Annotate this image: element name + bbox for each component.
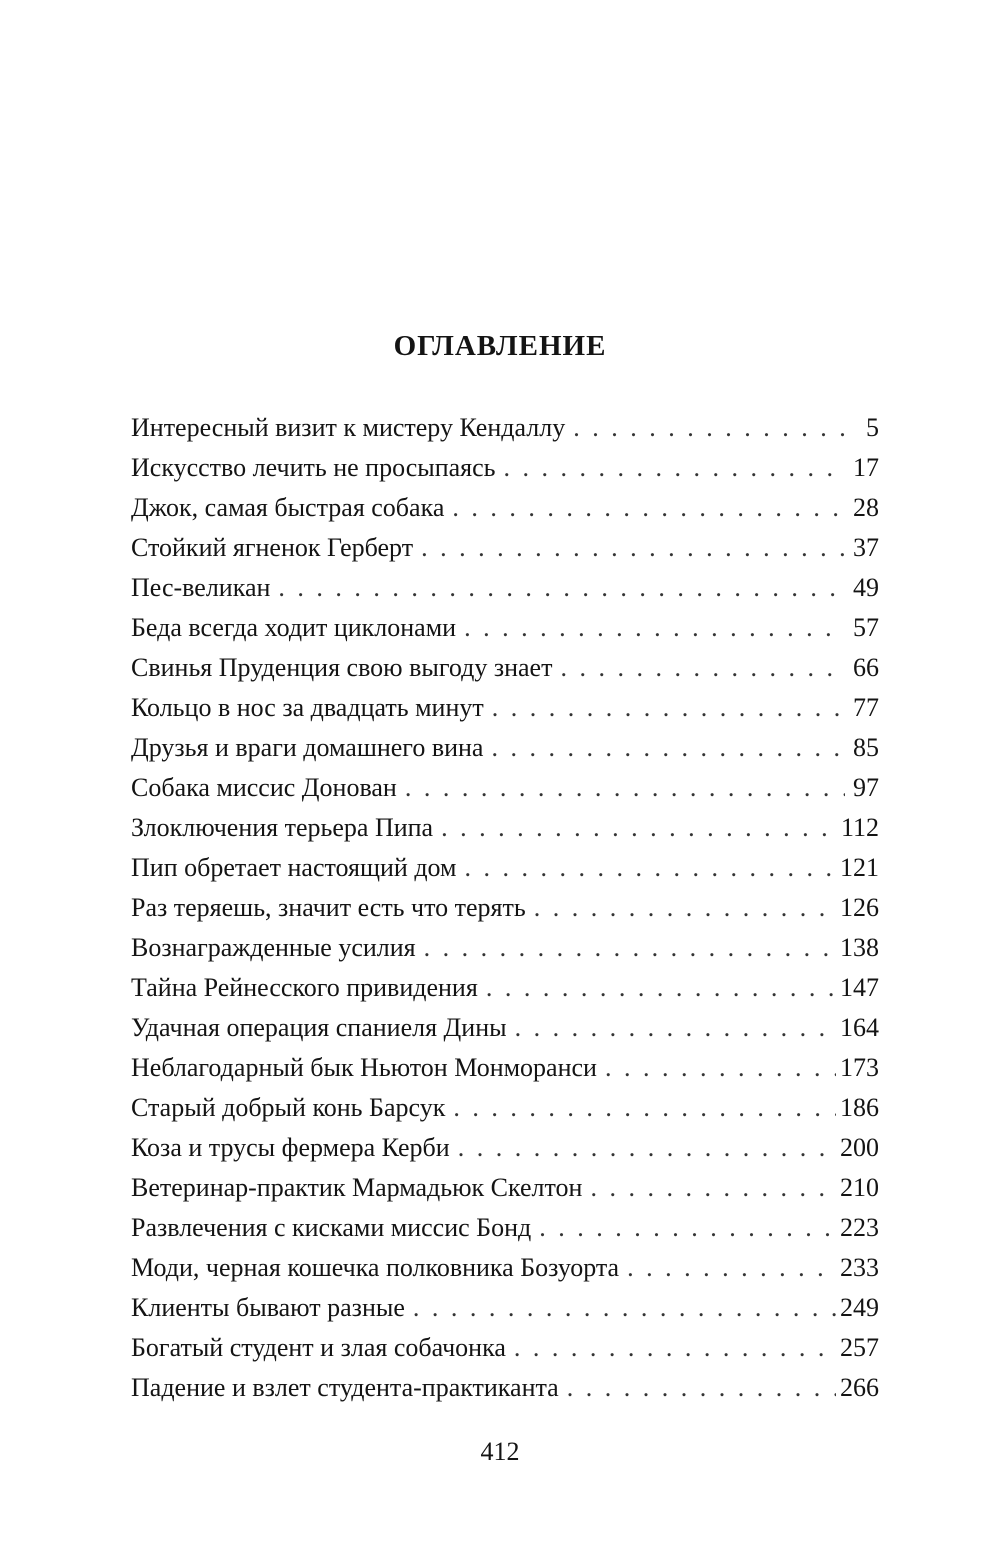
toc-entry-page: 17 (853, 453, 879, 482)
toc-entry-title: Собака миссис Донован (131, 773, 397, 802)
dot-leader (627, 1248, 836, 1288)
dot-leader (515, 1008, 836, 1048)
toc-entry (131, 488, 879, 528)
toc-entry-page: 138 (840, 933, 879, 962)
toc-entry (131, 448, 879, 488)
toc-entry-title: Беда всегда ходит циклонами (131, 613, 457, 642)
toc-entry (131, 608, 879, 648)
toc-entry-page: 223 (840, 1213, 879, 1242)
toc-entry (131, 888, 879, 928)
toc-entry (131, 968, 879, 1008)
dot-leader (405, 768, 845, 808)
toc-entry (131, 1288, 879, 1328)
dot-leader (560, 648, 845, 688)
toc-entry-page: 200 (840, 1133, 879, 1162)
toc-entry-page: 37 (853, 533, 879, 562)
toc-entry (131, 568, 879, 608)
dot-leader (413, 1288, 836, 1328)
toc-entry-title: Вознагражденные усилия (131, 933, 416, 962)
toc-entry-title: Друзья и враги домашнего вина (131, 733, 484, 762)
toc-entry (131, 408, 879, 448)
toc-entry (131, 1208, 879, 1248)
toc-entry (131, 1008, 879, 1048)
toc-entry-page: 186 (840, 1093, 879, 1122)
toc-entry (131, 848, 879, 888)
toc-entry-page: 77 (853, 693, 879, 722)
dot-leader (590, 1168, 836, 1208)
dot-leader (514, 1328, 836, 1368)
toc-entry-title: Тайна Рейнесского привидения (131, 973, 478, 1002)
toc-entry-title: Падение и взлет студента-практиканта (131, 1373, 559, 1402)
toc-entry-page: 121 (840, 853, 879, 882)
toc-entry-title: Моди, черная кошечка полковника Бозуорта (131, 1253, 620, 1282)
dot-leader (573, 408, 845, 448)
toc-entry-page: 57 (853, 613, 879, 642)
dot-leader (465, 848, 836, 888)
dot-leader (464, 608, 845, 648)
toc-entry (131, 768, 879, 808)
toc-entry-page: 210 (840, 1173, 879, 1202)
toc-entry (131, 1248, 879, 1288)
toc-entry-title: Джок, самая быстрая собака (131, 493, 445, 522)
toc-entry (131, 1368, 879, 1408)
page-number: 412 (480, 1437, 520, 1466)
toc-entry-title: Развлечения с кисками миссис Бонд (131, 1213, 532, 1242)
toc-entry-page: 249 (840, 1293, 879, 1322)
toc-entry-title: Старый добрый конь Барсук (131, 1093, 446, 1122)
dot-leader (492, 688, 845, 728)
toc-entry-title: Искусство лечить не просыпаясь (131, 453, 496, 482)
toc-entry-title: Стойкий ягненок Герберт (131, 533, 414, 562)
dot-leader (534, 888, 836, 928)
toc-entry (131, 1048, 879, 1088)
toc-entry-page: 173 (840, 1053, 879, 1082)
toc-entry-page: 164 (840, 1013, 879, 1042)
toc-entry (131, 528, 879, 568)
toc-entry (131, 808, 879, 848)
dot-leader (605, 1048, 836, 1088)
toc-entry-title: Ветеринар-практик Мармадьюк Скелтон (131, 1173, 583, 1202)
toc-entry-page: 5 (866, 413, 879, 442)
toc-entry (131, 728, 879, 768)
toc-entry-title: Свинья Пруденция свою выгоду знает (131, 653, 553, 682)
toc-entry-page: 126 (840, 893, 879, 922)
dot-leader (486, 968, 836, 1008)
dot-leader (567, 1368, 836, 1408)
table-of-contents (131, 408, 879, 1408)
toc-entry (131, 648, 879, 688)
toc-entry-title: Неблагодарный бык Ньютон Монморанси (131, 1053, 597, 1082)
page-title: ОГЛАВЛЕНИЕ (393, 330, 607, 362)
dot-leader (452, 488, 845, 528)
toc-entry-page: 97 (853, 773, 879, 802)
toc-entry-title: Удачная операция спаниеля Дины (131, 1013, 507, 1042)
dot-leader (504, 448, 845, 488)
toc-entry-title: Раз теряешь, значит есть что терять (131, 893, 526, 922)
toc-entry-title: Пес-великан (131, 573, 271, 602)
toc-entry-title: Коза и трусы фермера Керби (131, 1133, 450, 1162)
toc-entry-page: 257 (840, 1333, 879, 1362)
toc-entry (131, 1168, 879, 1208)
toc-entry-page: 233 (840, 1253, 879, 1282)
dot-leader (491, 728, 845, 768)
dot-leader (278, 568, 845, 608)
dot-leader (453, 1088, 836, 1128)
dot-leader (458, 1128, 836, 1168)
toc-entry (131, 688, 879, 728)
toc-entry-page: 66 (853, 653, 879, 682)
toc-entry (131, 1088, 879, 1128)
toc-entry-page: 28 (853, 493, 879, 522)
toc-entry-title: Кольцо в нос за двадцать минут (131, 693, 484, 722)
toc-entry-page: 49 (853, 573, 879, 602)
toc-entry-page: 147 (840, 973, 879, 1002)
toc-entry-title: Пип обретает настоящий дом (131, 853, 457, 882)
toc-entry-page: 85 (853, 733, 879, 762)
toc-entry (131, 1328, 879, 1368)
toc-entry-title: Богатый студент и злая собачонка (131, 1333, 506, 1362)
dot-leader (424, 928, 836, 968)
toc-entry (131, 1128, 879, 1168)
dot-leader (421, 528, 845, 568)
toc-entry-title: Клиенты бывают разные (131, 1293, 405, 1322)
toc-entry-title: Интересный визит к мистеру Кендаллу (131, 413, 566, 442)
dot-leader (441, 808, 837, 848)
toc-entry (131, 928, 879, 968)
toc-entry-page: 112 (840, 813, 879, 842)
toc-entry-title: Злоключения терьера Пипа (131, 813, 434, 842)
toc-entry-page: 266 (840, 1373, 879, 1402)
dot-leader (539, 1208, 836, 1248)
